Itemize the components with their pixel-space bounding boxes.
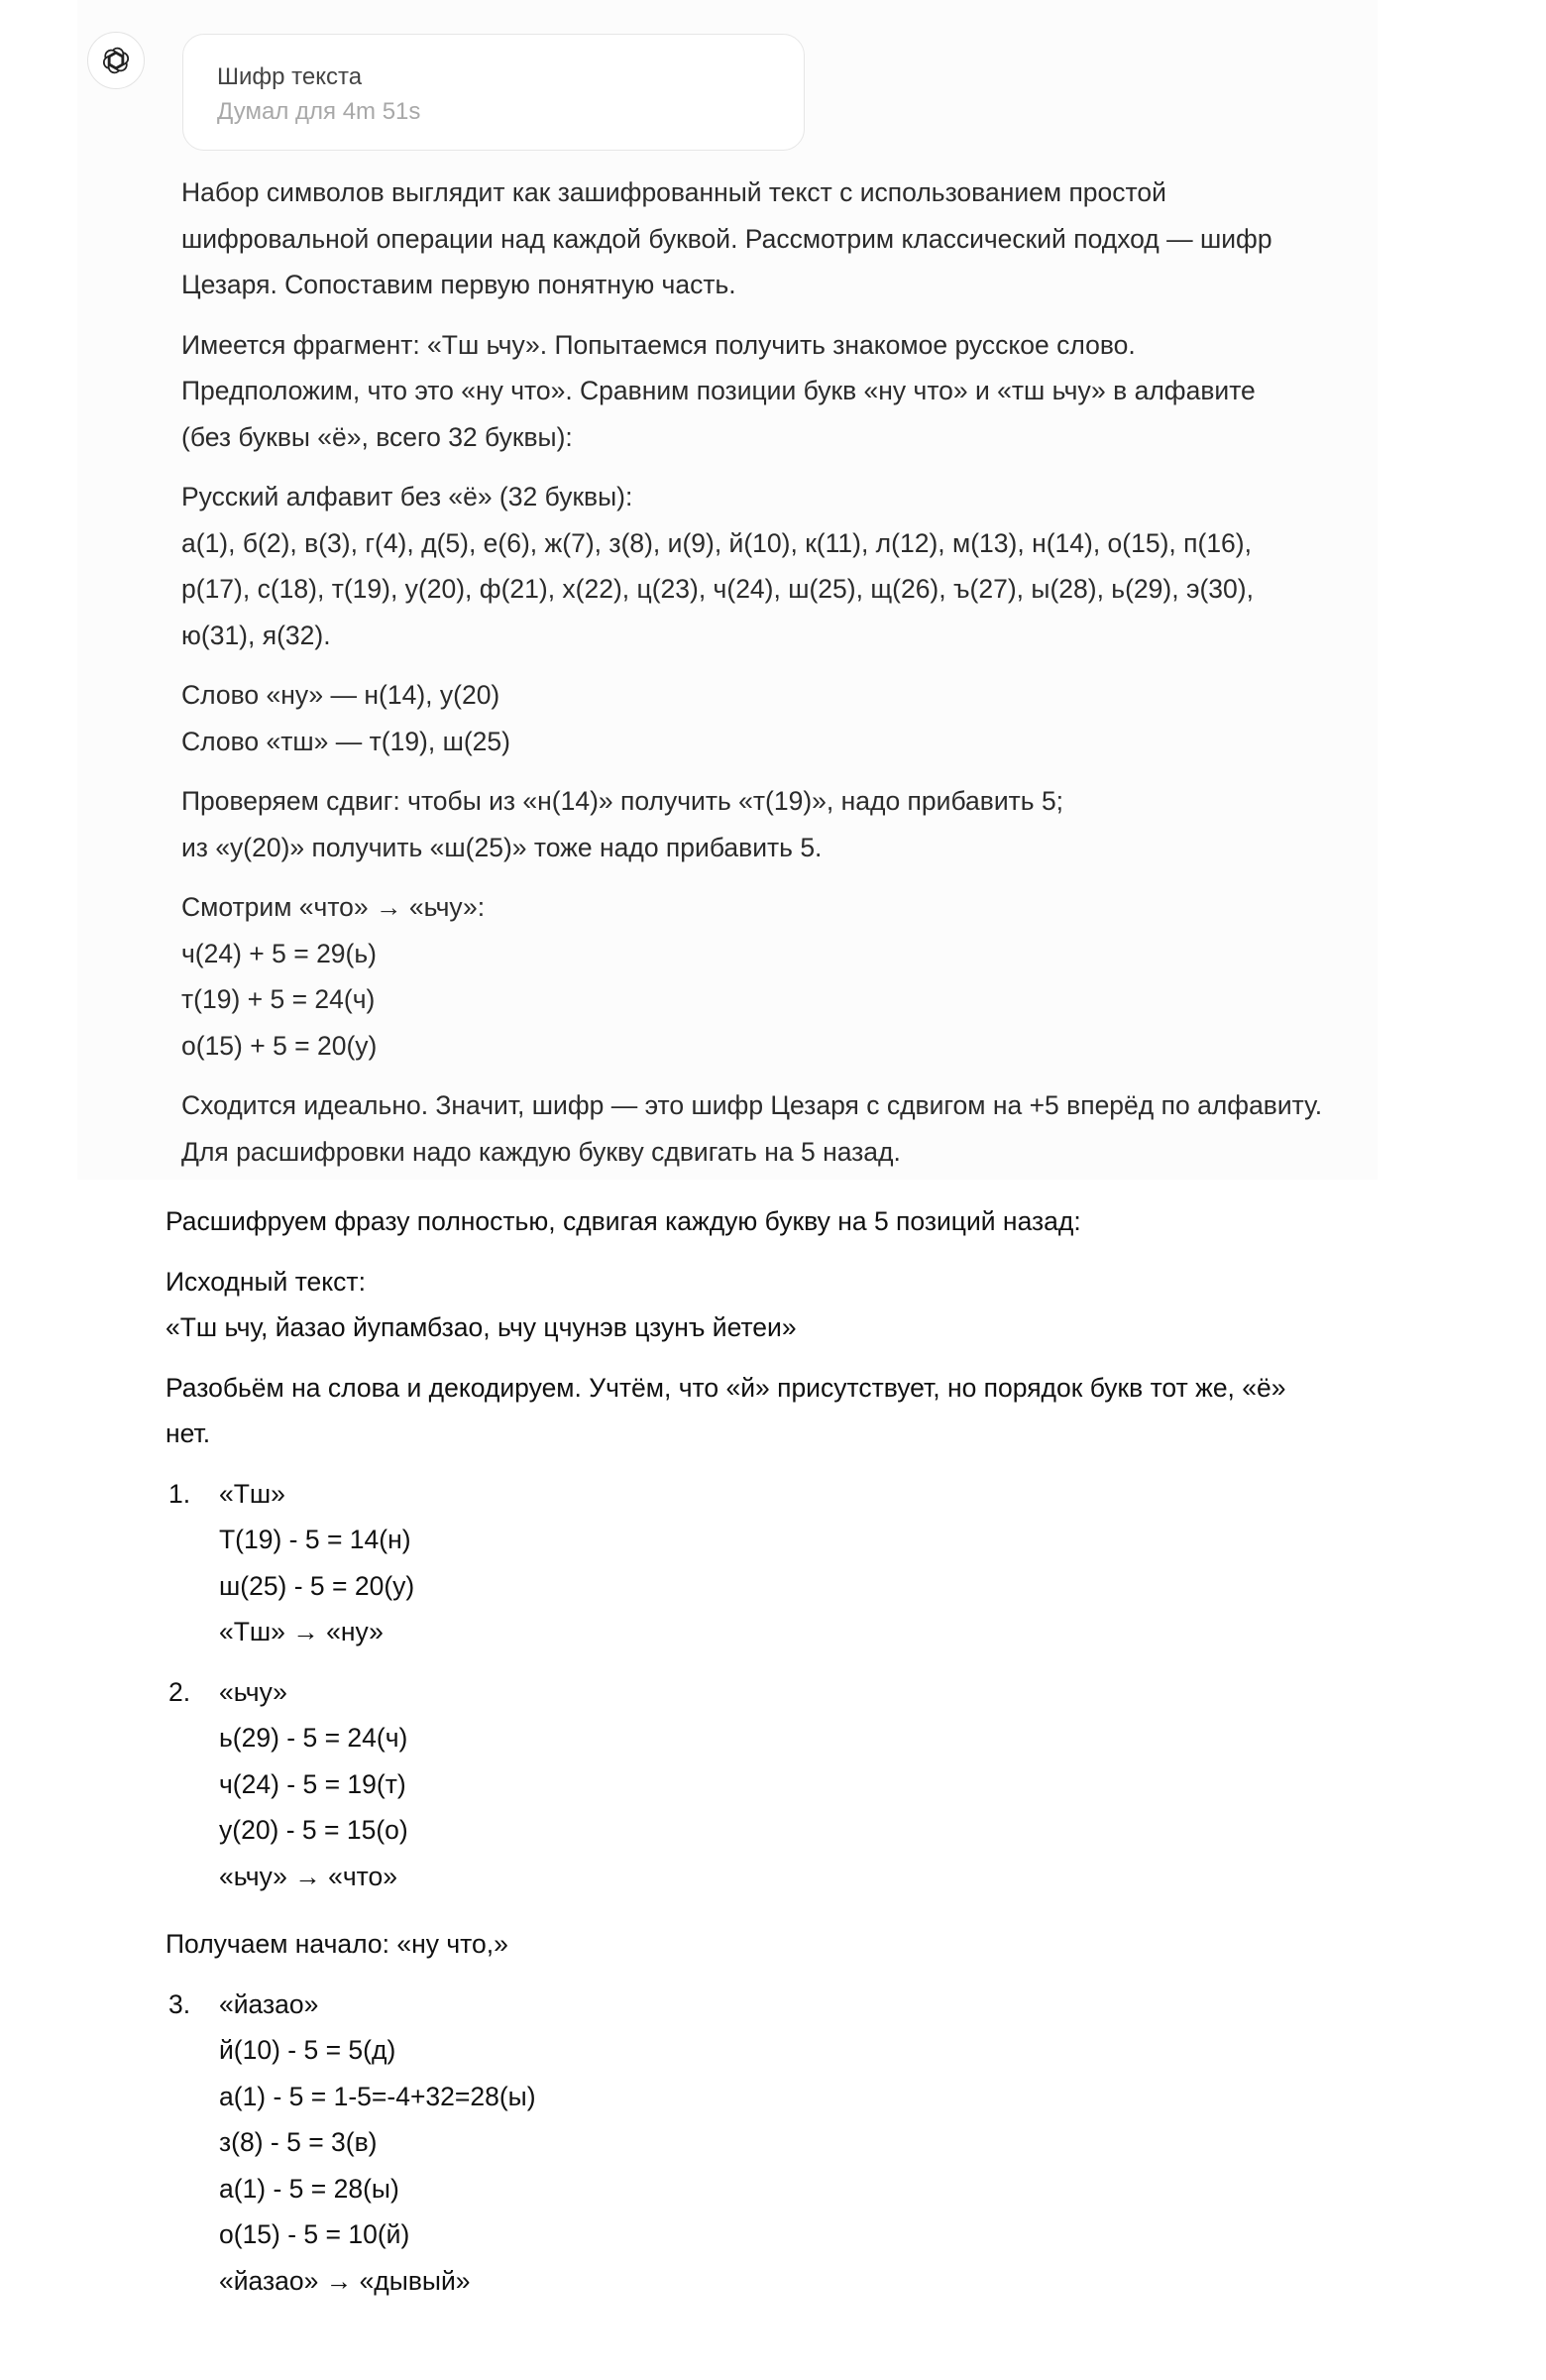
text-line: р(17), с(18), т(19), у(20), ф(21), х(22), ц(23), ч(24), ш(25), щ(26), ъ(27), ы(28), ь(29), э(30), bbox=[181, 574, 1254, 604]
decode-step bbox=[166, 1669, 1375, 1900]
step-line: й(10) - 5 = 5(д) bbox=[219, 2035, 396, 2065]
text-line: Слово «тш» — т(19), ш(25) bbox=[181, 726, 510, 756]
answer-paragraph bbox=[166, 1365, 1375, 1457]
step-line: ш(25) - 5 = 20(у) bbox=[219, 1570, 415, 1601]
step-line: а(1) - 5 = 28(ы) bbox=[219, 2173, 399, 2204]
step-line: «йазао» → «дывый» bbox=[219, 2265, 471, 2296]
assistant-avatar bbox=[87, 32, 145, 89]
source-text: «Тш ьчу, йазао йупамбзао, ьчу цчунэв цзунъ йетеи» bbox=[166, 1312, 797, 1342]
reasoning-paragraph bbox=[181, 322, 1371, 461]
step-line: а(1) - 5 = 1-5=-4+32=28(ы) bbox=[219, 2081, 536, 2111]
text-line: ю(31), я(32). bbox=[181, 620, 331, 650]
reasoning-paragraph bbox=[181, 474, 1371, 658]
decode-step bbox=[166, 1471, 1375, 1655]
source-label: Исходный текст: bbox=[166, 1266, 366, 1297]
text-line: из «у(20)» получить «ш(25)» тоже надо прибавить 5. bbox=[181, 832, 823, 862]
reasoning-text bbox=[181, 170, 1371, 1189]
step-number: 2. bbox=[168, 1676, 191, 1707]
text-line: Имеется фрагмент: «Тш ьчу». Попытаемся получить знакомое русское слово. bbox=[181, 329, 1136, 360]
text-line: Слово «ну» — н(14), у(20) bbox=[181, 680, 500, 710]
text-line: Разобьём на слова и декодируем. Учтём, что «й» присутствует, но порядок букв тот же, «ё» bbox=[166, 1372, 1286, 1403]
reasoning-paragraph bbox=[181, 672, 1371, 764]
step-line: ь(29) - 5 = 24(ч) bbox=[219, 1723, 408, 1753]
text-line: ч(24) + 5 = 29(ь) bbox=[181, 938, 378, 968]
text-line: Сходится идеально. Значит, шифр — это шифр Цезаря с сдвигом на +5 вперёд по алфавиту. bbox=[181, 1090, 1323, 1120]
text-line: Предположим, что это «ну что». Сравним позиции букв «ну что» и «тш ьчу» в алфавите bbox=[181, 376, 1256, 405]
step-line: «ьчу» bbox=[219, 1676, 287, 1707]
step-line: «ьчу» → «что» bbox=[219, 1861, 397, 1891]
step-line: «Тш» bbox=[219, 1478, 285, 1509]
step-line: з(8) - 5 = 3(в) bbox=[219, 2127, 378, 2157]
reasoning-paragraph bbox=[181, 1082, 1371, 1175]
decode-step bbox=[166, 1982, 1375, 2305]
text-line: Для расшифровки надо каждую букву сдвигать на 5 назад. bbox=[181, 1136, 901, 1167]
reasoning-summary-toggle[interactable] bbox=[182, 34, 805, 151]
answer-paragraph bbox=[166, 1259, 1375, 1351]
text-line: т(19) + 5 = 24(ч) bbox=[181, 984, 376, 1014]
text-line: (без буквы «ё», всего 32 буквы): bbox=[181, 421, 573, 452]
text-line: Русский алфавит без «ё» (32 буквы): bbox=[181, 482, 633, 511]
step-line: «йазао» bbox=[219, 1988, 319, 2019]
text-line: Цезаря. Сопоставим первую понятную часть. bbox=[181, 270, 736, 299]
step-line: Т(19) - 5 = 14(н) bbox=[219, 1525, 411, 1554]
answer-paragraph: Получаем начало: «ну что,» bbox=[166, 1929, 508, 1959]
reasoning-duration: Думал для 4m 51s bbox=[217, 98, 421, 125]
text-line: Смотрим «что» → «ьчу»: bbox=[181, 892, 486, 922]
step-line: у(20) - 5 = 15(о) bbox=[219, 1815, 408, 1845]
openai-logo-icon bbox=[99, 44, 133, 77]
step-number: 1. bbox=[168, 1478, 191, 1509]
text-line: о(15) + 5 = 20(у) bbox=[181, 1030, 378, 1061]
text-line: а(1), б(2), в(3), г(4), д(5), е(6), ж(7), з(8), и(9), й(10), к(11), л(12), м(13), н(14), о(15), п(16), bbox=[181, 527, 1252, 558]
text-line: Набор символов выглядит как зашифрованный текст с использованием простой bbox=[181, 177, 1166, 207]
text-line: шифровальной операции над каждой буквой. Рассмотрим классический подход — шифр bbox=[181, 223, 1272, 254]
step-line: о(15) - 5 = 10(й) bbox=[219, 2219, 410, 2249]
step-number: 3. bbox=[168, 1988, 191, 2019]
text-line: Проверяем сдвиг: чтобы из «н(14)» получить «т(19)», надо прибавить 5; bbox=[181, 786, 1064, 816]
reasoning-paragraph bbox=[181, 884, 1371, 1069]
reasoning-title: Шифр текста bbox=[217, 63, 363, 90]
reasoning-paragraph bbox=[181, 170, 1371, 308]
step-line: ч(24) - 5 = 19(т) bbox=[219, 1768, 406, 1799]
answer-paragraph: Расшифруем фразу полностью, сдвигая каждую букву на 5 позиций назад: bbox=[166, 1206, 1081, 1236]
reasoning-paragraph bbox=[181, 778, 1371, 870]
text-line: нет. bbox=[166, 1418, 211, 1448]
answer-text bbox=[166, 1198, 1375, 2318]
step-line: «Тш» → «ну» bbox=[219, 1617, 384, 1646]
